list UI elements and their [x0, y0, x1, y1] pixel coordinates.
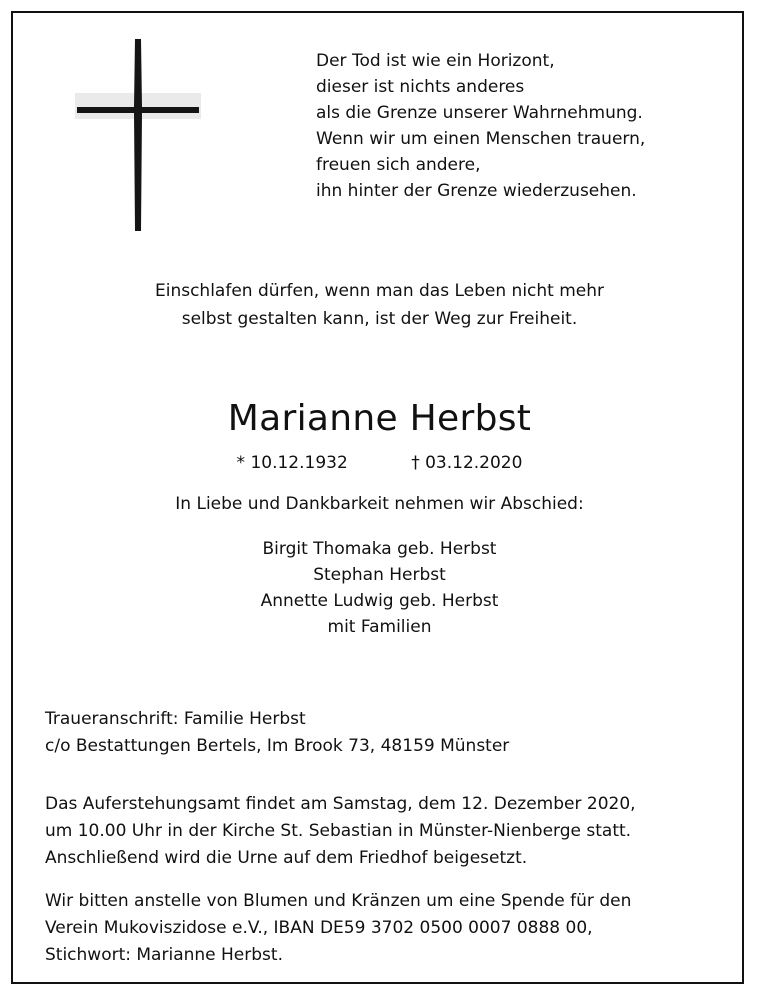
address-line: c/o Bestattungen Bertels, Im Brook 73, 48159 Münster: [45, 736, 510, 756]
quote: [13, 277, 746, 333]
family-member: mit Familien: [327, 617, 432, 637]
donation-info: [45, 888, 631, 969]
death-date: † 03.12.2020: [411, 453, 523, 473]
quote-line: Einschlafen dürfen, wenn man das Leben nicht mehr: [154, 281, 605, 301]
donation-line: Stichwort: Marianne Herbst.: [45, 945, 283, 965]
family-member: Birgit Thomaka geb. Herbst: [262, 539, 497, 559]
service-line: Anschließend wird die Urne auf dem Friedhof beigesetzt.: [45, 848, 528, 868]
obituary-frame: [11, 11, 744, 984]
family-member: Annette Ludwig geb. Herbst: [260, 591, 499, 611]
family-list: [13, 536, 746, 640]
birth-date: * 10.12.1932: [236, 453, 348, 473]
service-line: Das Auferstehungsamt findet am Samstag, dem 12. Dezember 2020,: [45, 794, 636, 814]
service-info: [45, 791, 636, 872]
address-line: Traueranschrift: Familie Herbst: [45, 709, 306, 729]
farewell-text: In Liebe und Dankbarkeit nehmen wir Abschied:: [175, 494, 584, 514]
poem-line: Wenn wir um einen Menschen trauern,: [316, 129, 646, 149]
poem-line: freuen sich andere,: [316, 155, 481, 175]
poem-line: Der Tod ist wie ein Horizont,: [316, 51, 555, 71]
cross-icon: [75, 37, 201, 233]
service-line: um 10.00 Uhr in der Kirche St. Sebastian in Münster-Nienberge statt.: [45, 821, 632, 841]
deceased-name: Marianne Herbst: [227, 398, 532, 439]
quote-line: selbst gestalten kann, ist der Weg zur Freiheit.: [181, 309, 578, 329]
life-dates: [13, 451, 746, 475]
mourning-address: [45, 706, 509, 760]
poem-line: ihn hinter der Grenze wiederzusehen.: [316, 181, 637, 201]
poem-line: dieser ist nichts anderes: [316, 77, 525, 97]
donation-line: Verein Mukoviszidose e.V., IBAN DE59 3702 0500 0007 0888 00,: [45, 918, 593, 938]
family-member: Stephan Herbst: [313, 565, 446, 585]
donation-line: Wir bitten anstelle von Blumen und Kränzen um eine Spende für den: [45, 891, 632, 911]
poem-line: als die Grenze unserer Wahrnehmung.: [316, 103, 643, 123]
poem: [316, 48, 645, 204]
